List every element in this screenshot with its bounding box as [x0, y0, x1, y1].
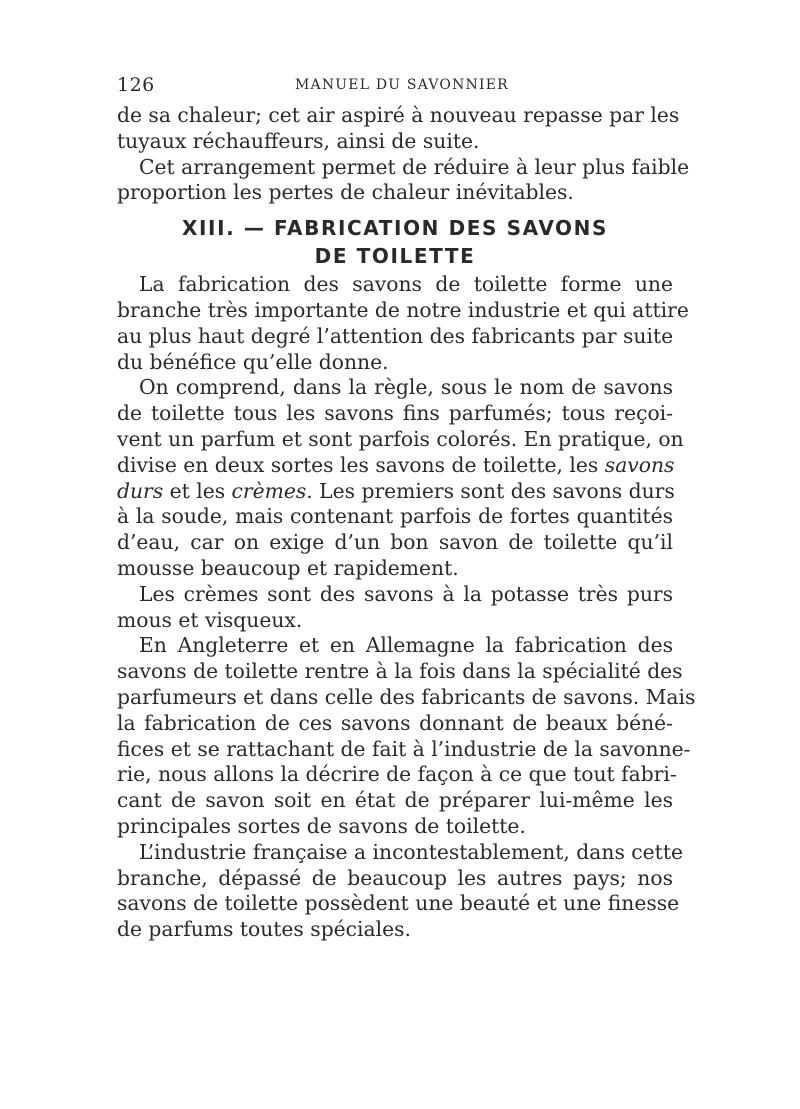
- text-line: [117, 453, 673, 479]
- text-line: branche très importante de notre industrie et qui attire: [117, 297, 689, 322]
- text-run: Les premiers sont des savons durs: [312, 478, 675, 503]
- text-line: cant de savon soit en état de préparer lui-même les: [117, 788, 673, 813]
- italic-term: crèmes.: [231, 478, 313, 503]
- text-line: fices et se rattachant de fait à l’industrie de la savonne-: [117, 736, 691, 761]
- text-line: proportion les pertes de chaleur inévitables.: [117, 180, 574, 205]
- text-line: branche, dépassé de beaucoup les autres pays; nos: [117, 865, 673, 890]
- paragraph: [117, 839, 683, 943]
- text-line: au plus haut degré l’attention des fabricants par suite: [117, 323, 674, 348]
- section-heading: [117, 214, 673, 270]
- text-line: [117, 479, 673, 505]
- text-line: principales sortes de savons de toilette.: [117, 813, 526, 838]
- text-line: savons de toilette rentre à la fois dans la spécialité des: [117, 659, 683, 684]
- running-head: [117, 74, 677, 98]
- paragraph: [117, 375, 684, 581]
- text-line: mous et visqueux.: [117, 607, 303, 632]
- text-line: On comprend, dans la règle, sous le nom de savons: [139, 375, 673, 400]
- text-line: mousse beaucoup et rapidement.: [117, 555, 459, 580]
- italic-term: durs: [117, 478, 164, 503]
- paragraph: [117, 154, 690, 207]
- text-line: du bénéfice qu’elle donne.: [117, 349, 389, 374]
- page-number: 126: [117, 74, 155, 96]
- text-line: L’industrie française a incontestablement, dans cette: [139, 839, 683, 864]
- text-line: rie, nous allons la décrire de façon à ce que tout fabri-: [117, 762, 677, 787]
- italic-term: savons: [604, 452, 675, 477]
- text-line: de sa chaleur; cet air aspiré à nouveau repasse par les: [117, 103, 680, 127]
- text-line: Cet arrangement permet de réduire à leur plus faible: [139, 154, 690, 179]
- body-text: [117, 103, 696, 943]
- paragraph: [117, 103, 680, 155]
- text-run: et les: [163, 478, 232, 503]
- text-line: d’eau, car on exige d’un bon savon de toilette qu’il: [117, 530, 673, 555]
- text-line: Les crèmes sont des savons à la potasse très purs: [139, 581, 673, 606]
- text-line: parfumeurs et dans celle des fabricants de savons. Mais: [117, 684, 696, 709]
- section-heading-line-2: DE TOILETTE: [314, 244, 476, 269]
- text-line: tuyaux réchauffeurs, ainsi de suite.: [117, 128, 480, 153]
- text-line: En Angleterre et en Allemagne la fabrication des: [139, 633, 673, 658]
- text-line: savons de toilette possèdent une beauté et une finesse: [117, 891, 680, 916]
- text-line: à la soude, mais contenant parfois de fortes quantités: [117, 504, 673, 529]
- text-line: la fabrication de ces savons donnant de beaux béné-: [117, 710, 673, 735]
- section-heading-line-1: XIII. — FABRICATION DES SAVONS: [181, 216, 609, 241]
- paragraph: [117, 582, 673, 634]
- paragraph: [117, 633, 696, 839]
- text-line: La fabrication des savons de toilette forme une: [139, 272, 673, 297]
- text-run: divise en deux sortes les savons de toilette, les: [117, 452, 605, 477]
- text-line: vent un parfum et sont parfois colorés. En pratique, on: [117, 426, 684, 451]
- running-title: MANUEL DU SAVONNIER: [295, 77, 509, 93]
- text-line: de parfums toutes spéciales.: [117, 917, 411, 942]
- paragraph: [117, 272, 689, 375]
- text-line: de toilette tous les savons fins parfumés; tous reçoi-: [117, 401, 673, 426]
